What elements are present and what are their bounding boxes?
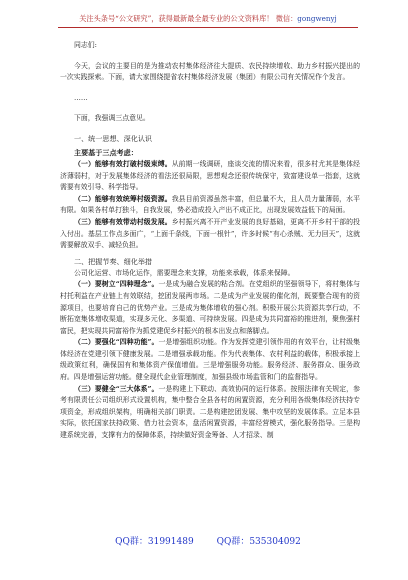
- page-header-banner: [58, 14, 358, 28]
- point-3-lead: （三）能够有效带动村级发展。: [74, 217, 172, 226]
- ellipsis: ……: [74, 93, 88, 102]
- measure-2-lead: （二）要强化“四种功能”。: [74, 338, 159, 347]
- footer-qq-group-1: QQ群：31991489: [115, 537, 194, 547]
- header-wechat-id[interactable]: gongwenyj: [297, 14, 337, 23]
- measure-3-lead: （三）要健全“三大体系”。: [74, 384, 159, 393]
- point-1-text: 从前期一线调研，座谈交流的情况来看，很多村尤其是集体经济薄弱村，对于发展集体经济的看法还很局限，思想观念还很传统保守，致富建设单一指套，这就需要有效引导、科学指导。: [60, 159, 360, 192]
- greeting: 同志们:: [74, 41, 97, 49]
- section-subheading-1: 主要基于三点考虑：: [74, 147, 138, 157]
- section-heading-2: 二、把握节奏、细化举措: [74, 256, 153, 266]
- measure-1: [60, 279, 360, 337]
- measure-1-text: 一是成为融合发展的粘合剂。在党组织的坚强领导下，将村集体与村托利益在产业链上有效联结，挖团发展两市场。二是成为产业发展的催化剂，既要整合现有的资源项目，也要培育自己的优势产业。三是成为集体增收的强心剂。积极开展公共资源共享行动，不断拓宽集体增收渠道，实现多元化、多渠道、可持续发展。四是成为共同富裕的推进剂，聚焦强村富民，把实现共同富裕作为抓党建促乡村振兴的根本出发点和落脚点。: [60, 280, 360, 335]
- footer-qq-group-2: QQ群：535304092: [216, 537, 301, 547]
- transition-paragraph: 下面，我强调三点意见。: [74, 114, 150, 123]
- intro-paragraph: 今天，会议的主要目的是为推动农村集体经济往大提质、农民持续增收、助力乡村振兴提出的一次实践探索。下面，请大家围绕提省农村集体经济发展（集团）有限公司有关情况作个发言。: [60, 61, 360, 82]
- point-2-text: 我县目前资源虽然丰富，但总量不大，且人员力量薄弱，水平有限。如果各村单打独斗，自我发展，势必造成投入产出不成正比，出现发展效益低下的局面。: [60, 194, 360, 215]
- section-heading-1: 一、统一思想、深化认识: [74, 133, 153, 143]
- point-3-text: 乡村振兴离不开产业发展的良好基础，更离不开乡村干部的投入付出。基层工作点多面广，“上面千条线，下面一根针”，许多时候“有心杀贼、无力回天”，这就需要解放双手、减轻负担。: [60, 217, 360, 250]
- document-body: [60, 40, 360, 442]
- point-3: [60, 217, 360, 252]
- page-footer: [58, 534, 358, 547]
- measure-3-text: 一是构建上下联动、高效协同的运行体系。按照法律有关规定，参考有限责任公司组织形式设置机构，集中整合全县各村的闲置资源，充分利用各级集体经济扶持专项资金，形成组织架构，明确相关部门职责。二是构建挖团发展、集中攻坚的发展体系。立足本县实际，依托国家扶持政策、借力社会资本，盘活闲置资源，丰富经营模式，强化服务指导。三是构建系统完善，支撑有力的保障体系，持续做好资金筹备、人才招录、制: [60, 384, 360, 440]
- point-1-lead: （一）能够有效打破村级束缚。: [74, 159, 172, 168]
- section-2-intro: 公司化运营、市场化运作，需要理念来支撑，功能来承载，体系来保障。: [74, 268, 295, 277]
- measure-1-lead: （一）要树立“四种理念”。: [74, 280, 159, 289]
- measure-3: [60, 384, 360, 442]
- measure-2: [60, 337, 360, 383]
- measure-2-text: 一是增强组织功能。作为发挥党建引领作用的有效平台，让村级集体经济在党建引领下健康发展。二是增强承载功能。作为代表集体、农村利益的载体，积极承接上级政策红利，确保国有和集体资产保值增值。三是增强服务功能。服务经济、服务群众、服务政府。四是增强运营功能。健全现代企业管理制度，加强县级市场监管和门的监督指导。: [60, 338, 360, 382]
- point-2: [60, 194, 360, 217]
- point-1: [60, 159, 360, 194]
- header-text: 关注头条号“公文研究”，获得最新最全最专业的公文资料库！ 微信：: [79, 14, 298, 23]
- point-2-lead: （二）能够有效统筹村级资源。: [74, 194, 172, 203]
